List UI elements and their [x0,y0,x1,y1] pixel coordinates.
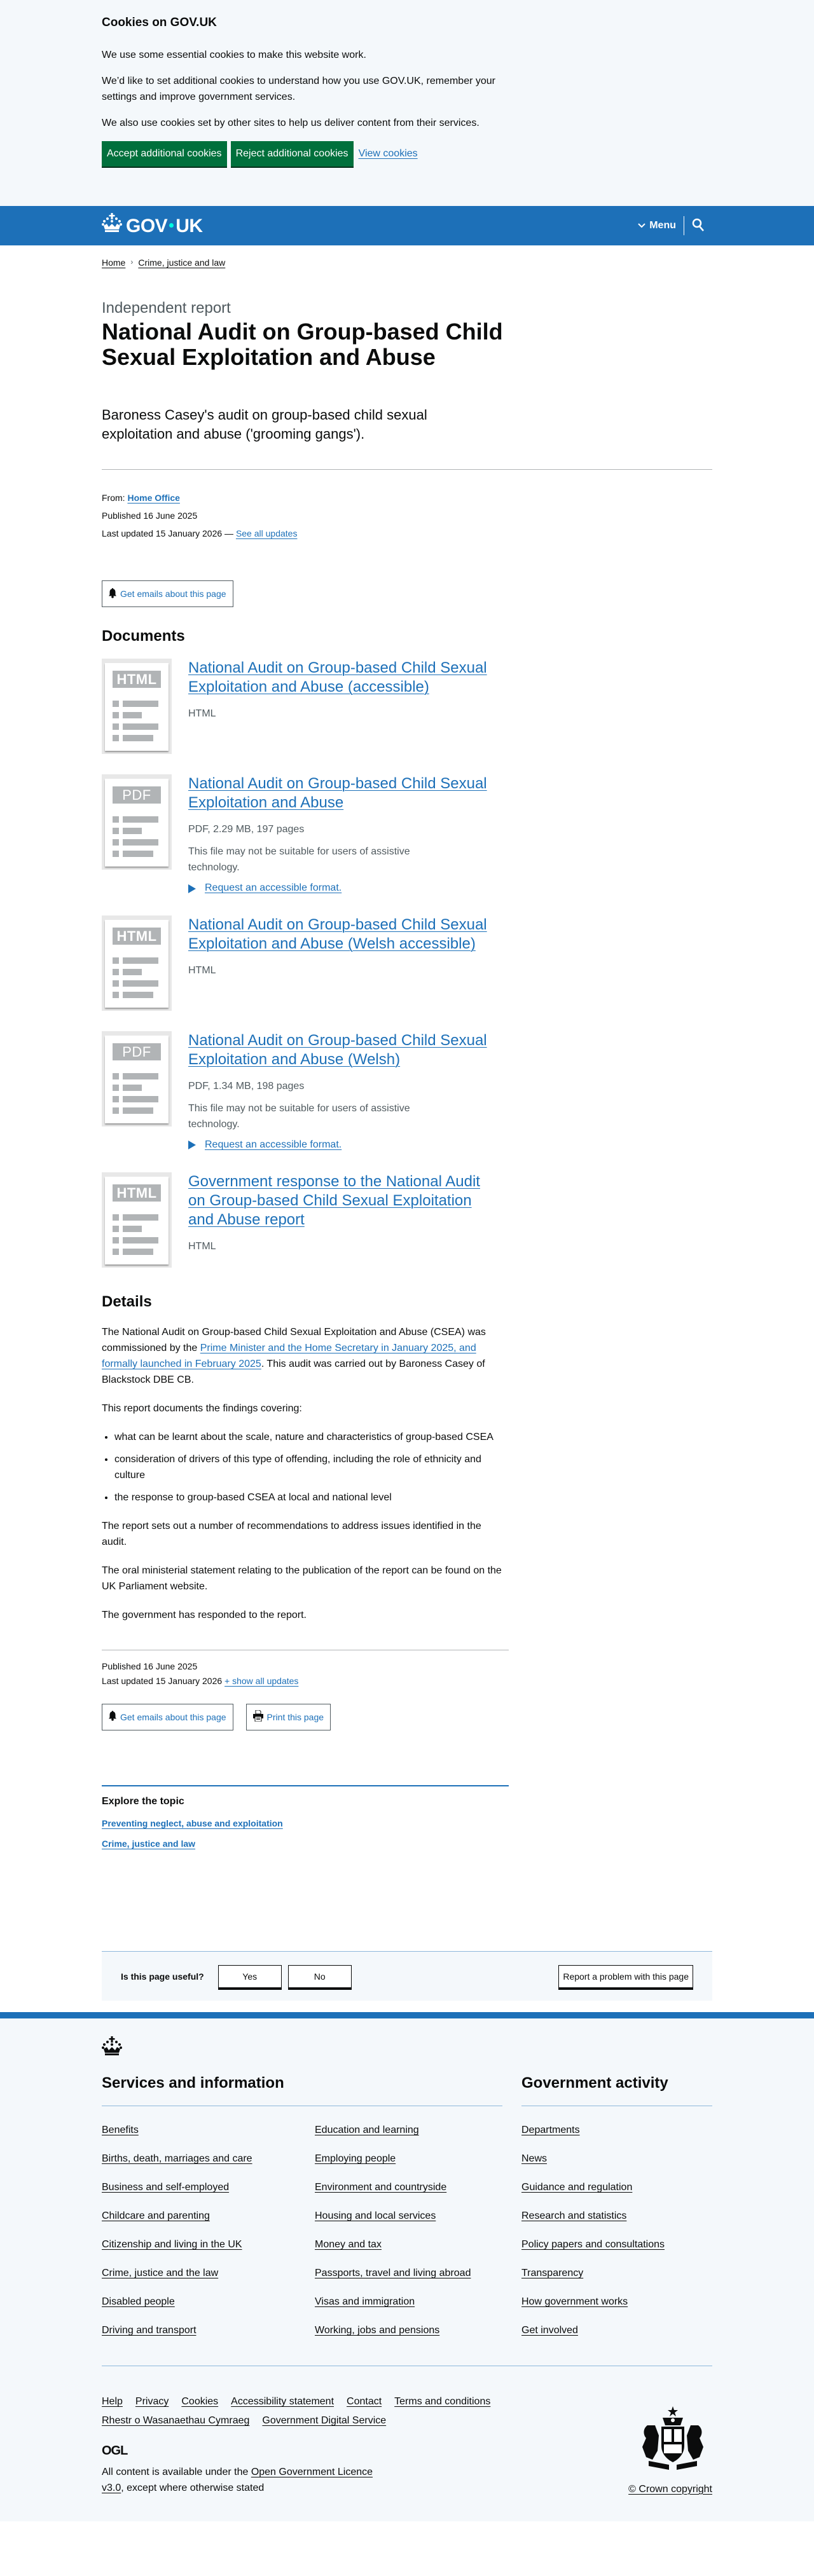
cookie-banner-text: We use some essential cookies to make this website work. [102,50,366,60]
documents-section [102,626,712,1268]
chevron-down-icon [638,220,645,231]
list-item: • the response to group-based CSEA at local and national level [114,1490,509,1505]
footer-link[interactable]: Births, death, marriages and care [102,2153,252,2165]
footer-link[interactable]: Benefits [102,2125,139,2136]
report-problem-button[interactable]: Report a problem with this page [558,1965,693,1988]
metadata [102,489,712,542]
main-content [102,245,712,2001]
last-updated-line: Last updated 15 January 2026 — See all updates [102,528,298,538]
attachment-meta: HTML [188,708,216,720]
footer-link[interactable]: Disabled people [102,2296,175,2308]
attachment-title-link[interactable]: National Audit on Group-based Child Sexual Exploitation and Abuse (accessible) [188,659,487,696]
document-type-icon: PDF [113,786,161,804]
open-government-licence-link[interactable]: Open Government Licence v3.0 [102,2467,373,2494]
cookie-banner-actions [102,141,712,167]
menu-button[interactable] [638,216,684,235]
footer-link[interactable]: Research and statistics [521,2210,627,2222]
feedback-yes-button[interactable]: Yes [218,1965,282,1988]
footer-navigation [102,2073,712,2338]
footer-link[interactable]: Visas and immigration [315,2296,415,2308]
header-actions [638,213,712,238]
cookie-banner-text: We also use cookies set by other sites to help us deliver content from their services. [102,118,479,128]
document-type-icon: HTML [113,1184,161,1202]
get-emails-label: Get emails about this page [120,1711,226,1722]
attachment-title-link[interactable]: National Audit on Group-based Child Sexual Exploitation and Abuse [188,775,487,812]
footer-meta-link-cookies[interactable]: Cookies [181,2396,219,2408]
attachment-title-link[interactable]: National Audit on Group-based Child Sexual Exploitation and Abuse (Welsh) [188,1031,487,1068]
crown-icon [102,213,122,238]
footer-link[interactable]: Citizenship and living in the UK [102,2239,242,2251]
document-type-icon: HTML [113,671,161,688]
pdf-document-thumbnail[interactable] [102,774,172,870]
ogl-logo-icon: OGL [102,2444,128,2458]
attachment-meta: PDF, 2.29 MB, 197 pages [188,824,305,835]
findings-list [102,1429,509,1505]
bell-icon [109,1711,116,1723]
topic-link-crime-justice-law[interactable]: Crime, justice and law [102,1838,196,1849]
footer-link[interactable]: Guidance and regulation [521,2182,633,2193]
explore-topic [102,1785,509,1849]
divider [102,469,712,470]
list-item: • consideration of drivers of this type of offending, including the role of ethnicity and culture [114,1451,509,1483]
request-accessible-format[interactable] [188,1139,487,1152]
footer-link[interactable]: Environment and countryside [315,2182,447,2193]
details-statement: The oral ministerial statement relating to the publication of the report can be found on the UK Parliament website. [102,1565,502,1592]
site-footer [0,2012,814,2521]
footer-meta-links [102,2395,560,2427]
site-header [0,206,814,245]
attachment [102,1031,712,1152]
html-document-thumbnail[interactable] [102,659,172,754]
attachment [102,1172,712,1268]
footer-link[interactable]: Working, jobs and pensions [315,2325,440,2336]
copyright-block [628,2395,712,2496]
request-accessible-format-link[interactable]: Request an accessible format. [205,1139,342,1150]
govuk-logo[interactable] [102,213,203,238]
footer-services [102,2073,502,2338]
explore-heading: Explore the topic [102,1795,184,1807]
reject-cookies-button[interactable]: Reject additional cookies [231,141,354,167]
show-all-updates-link[interactable]: + show all updates [224,1675,299,1686]
cookie-banner-text: We’d like to set additional cookies to understand how you use GOV.UK, remember your settings and improve government services. [102,76,495,102]
footer-link[interactable]: Crime, justice and the law [102,2268,219,2279]
footer-meta-link-privacy[interactable]: Privacy [135,2396,169,2408]
footer-meta-link-welsh[interactable]: Rhestr o Wasanaethau Cymraeg [102,2415,250,2427]
get-emails-button[interactable] [102,580,233,607]
footer-link[interactable]: Housing and local services [315,2210,436,2222]
footer-link[interactable]: Business and self-employed [102,2182,230,2193]
cookie-banner [0,0,814,206]
crown-copyright-link[interactable]: © Crown copyright [628,2483,712,2495]
footer-link[interactable]: Childcare and parenting [102,2210,210,2222]
get-emails-label: Get emails about this page [120,589,226,599]
title-block [102,272,712,444]
triangle-right-icon [188,1141,196,1149]
footer-activity-heading: Government activity [521,2073,712,2106]
page-summary: Baroness Casey's audit on group-based child sexual exploitation and abuse ('grooming gangs'). [102,407,427,442]
attachment-meta: HTML [188,964,216,976]
attachment-meta: PDF, 1.34 MB, 198 pages [188,1080,305,1092]
topic-link-preventing-neglect[interactable]: Preventing neglect, abuse and exploitation [102,1818,283,1828]
footer-meta-link-accessibility[interactable]: Accessibility statement [231,2396,335,2408]
details-intro: The National Audit on Group-based Child Sexual Exploitation and Abuse (CSEA) was commissioned by the Prime Minister and the Home Secretary in January 2025, and formally launched in February 2025. This audit was carried out by Baroness Casey of Blackstock DBE CB. [102,1326,486,1385]
royal-coat-of-arms-icon [633,2406,712,2476]
printer-icon [253,1710,263,1723]
logo-dot [169,223,174,228]
footer-link[interactable]: Departments [521,2125,580,2136]
logo-text: GOV UK [126,215,203,236]
menu-label: Menu [649,220,676,231]
attachment [102,915,712,1011]
pm-home-secretary-link[interactable]: Prime Minister and the Home Secretary in January 2025, and formally launched in February 2025 [102,1342,476,1369]
details-covering: This report documents the findings covering: [102,1402,302,1414]
request-accessible-format[interactable] [188,882,487,895]
breadcrumb-home[interactable]: Home [102,257,126,268]
search-button[interactable] [684,213,712,238]
attachment-accessibility-note: This file may not be suitable for users of assistive technology. [188,846,410,874]
search-icon [692,218,705,234]
triangle-right-icon [188,884,196,893]
footer-meta-link-contact[interactable]: Contact [347,2396,382,2408]
attachment-title-link[interactable]: National Audit on Group-based Child Sexual Exploitation and Abuse (Welsh accessible) [188,915,487,952]
cookie-banner-heading: Cookies on GOV.UK [102,16,217,29]
attachment [102,774,712,895]
published-date: Published 16 June 2025 [102,510,198,521]
attachment-title-link[interactable]: Government response to the National Audit on Group-based Child Sexual Exploitation and Abuse report [188,1172,480,1228]
details-response: The government has responded to the report. [102,1609,307,1620]
get-emails-button[interactable] [102,1704,233,1730]
licence-text: All content is available under the Open Government Licence v3.0, except where otherwise stated [102,2467,373,2494]
html-document-thumbnail[interactable] [102,915,172,1011]
attachment-accessibility-note: This file may not be suitable for users of assistive technology. [188,1102,410,1130]
footer-link[interactable]: Driving and transport [102,2325,197,2336]
breadcrumb-crime-justice-law[interactable]: Crime, justice and law [138,257,226,268]
published-date: Published 16 June 2025 [102,1661,198,1671]
footer-link[interactable]: Policy papers and consultations [521,2239,665,2251]
footer-services-heading: Services and information [102,2073,502,2106]
footer-link[interactable]: Transparency [521,2268,584,2279]
footer-meta [102,2395,712,2496]
from-line: From: Home Office [102,493,180,503]
footer-link[interactable]: News [521,2153,548,2165]
feedback-question: Is this page useful? [121,1971,204,1982]
print-page-label: Print this page [266,1711,324,1722]
chevron-right-icon: › [130,257,134,267]
footer-link[interactable]: Education and learning [315,2125,419,2136]
footer-meta-link-help[interactable]: Help [102,2396,123,2408]
view-cookies-link[interactable]: View cookies [358,147,418,159]
document-type-icon: PDF [113,1043,161,1060]
details-heading: Details [102,1292,152,1310]
feedback-bar [102,1951,712,2001]
attachment [102,659,712,754]
footer-link[interactable]: Employing people [315,2153,396,2165]
list-item: • what can be learnt about the scale, nature and characteristics of group-based CSEA [114,1429,509,1445]
from-org-link[interactable]: Home Office [127,493,180,503]
publication-footer [102,1650,509,1730]
accept-cookies-button[interactable]: Accept additional cookies [102,141,227,167]
see-all-updates-link[interactable]: See all updates [235,528,298,538]
footer-government-activity [521,2073,712,2338]
last-updated-line: Last updated 15 January 2026 + show all updates [102,1675,299,1686]
footer-meta-link-gds[interactable]: Government Digital Service [262,2415,387,2427]
print-page-button[interactable] [246,1704,331,1730]
document-type-icon: HTML [113,928,161,945]
details-section [102,1292,509,1623]
publication-actions [102,1704,509,1730]
request-accessible-format-link[interactable]: Request an accessible format. [205,882,342,894]
breadcrumb [102,245,712,272]
footer-meta-link-terms[interactable]: Terms and conditions [394,2396,491,2408]
footer-link[interactable]: Passports, travel and living abroad [315,2268,471,2279]
feedback-no-button[interactable]: No [288,1965,352,1988]
footer-link[interactable]: Get involved [521,2325,578,2336]
crown-icon [102,2036,712,2058]
attachment-meta: HTML [188,1240,216,1252]
html-document-thumbnail[interactable] [102,1172,172,1268]
documents-heading: Documents [102,627,185,645]
footer-link[interactable]: Money and tax [315,2239,382,2251]
pdf-document-thumbnail[interactable] [102,1031,172,1127]
details-recommendations: The report sets out a number of recommendations to address issues identified in the audit. [102,1520,481,1547]
bell-icon [109,588,116,600]
page-caption: Independent report [102,299,231,317]
page-title: National Audit on Group-based Child Sexual Exploitation and Abuse [102,319,503,370]
footer-link[interactable]: How government works [521,2296,628,2308]
